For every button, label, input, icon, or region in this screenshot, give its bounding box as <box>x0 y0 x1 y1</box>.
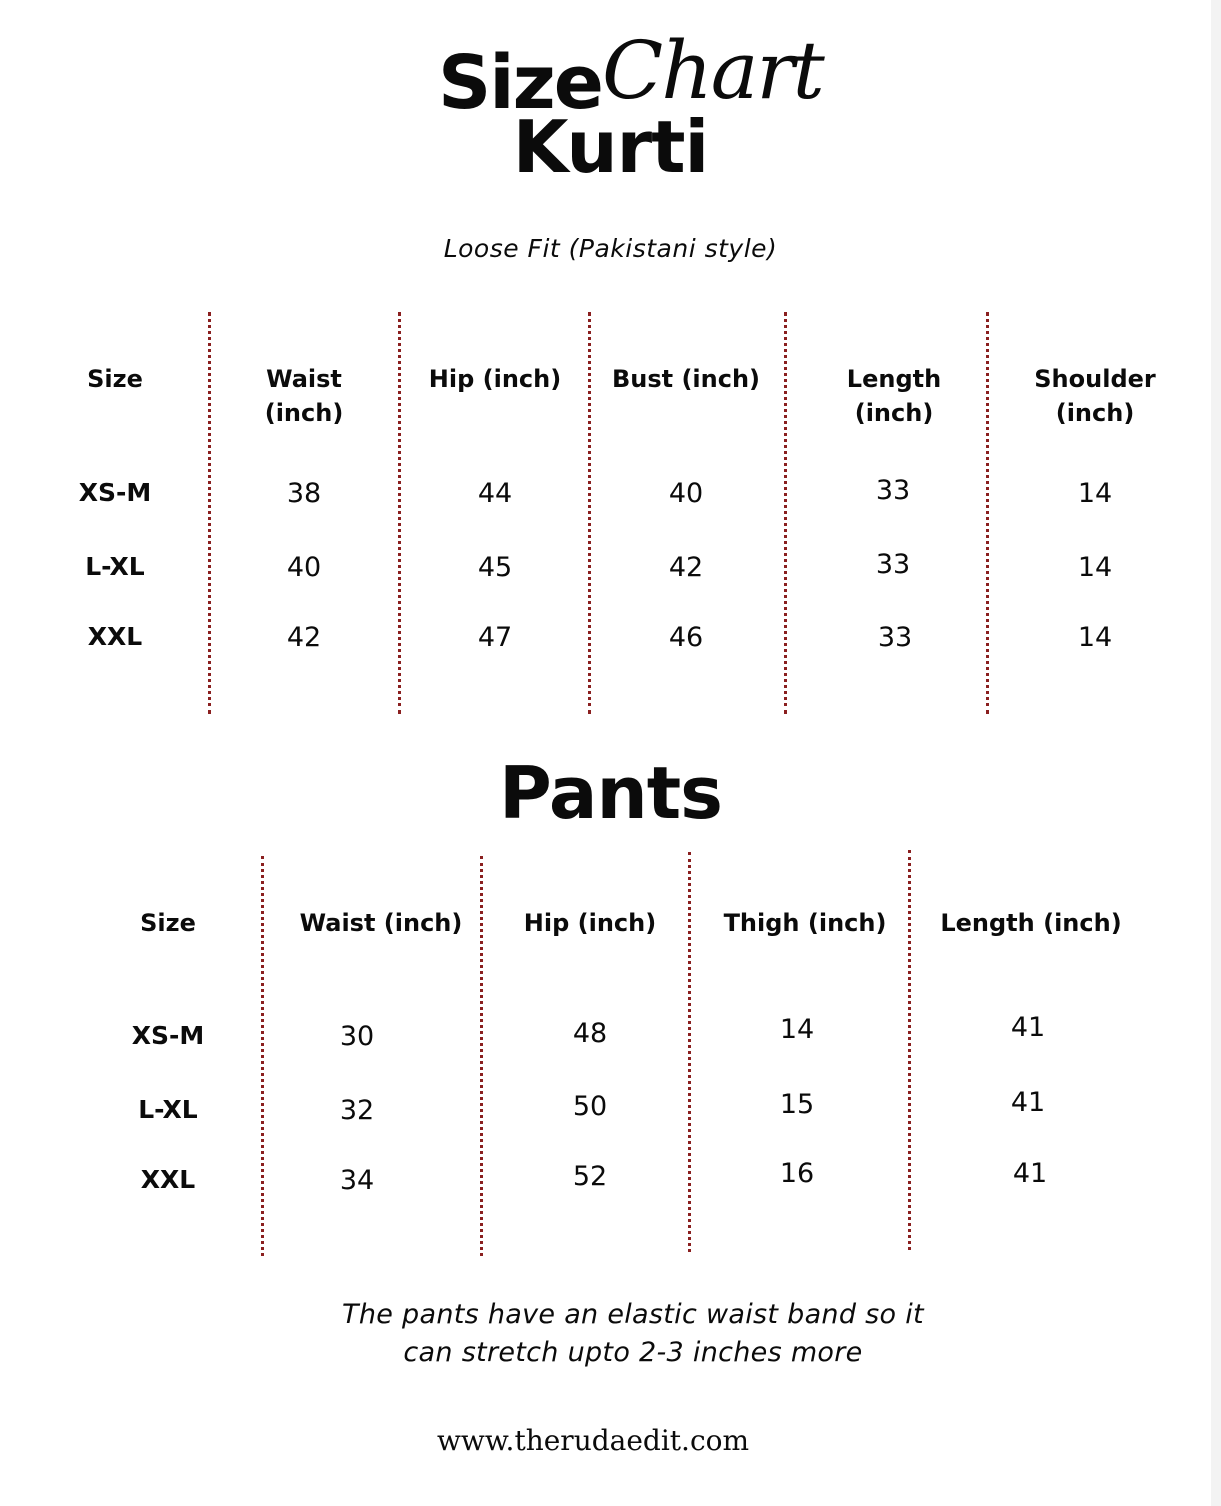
kurti-divider <box>588 312 591 714</box>
kurti-cell-shoulder: 14 <box>1077 478 1113 509</box>
kurti-cell-bust: 46 <box>668 622 704 653</box>
kurti-divider <box>208 312 211 714</box>
kurti-header-bust: Bust (inch) <box>611 365 761 393</box>
kurti-row-size: XS-M <box>78 478 152 507</box>
note-line-1: The pants have an elastic waist band so it <box>342 1299 924 1330</box>
kurti-cell-length: 33 <box>875 475 911 506</box>
pants-header-thigh: Thigh (inch) <box>723 909 887 937</box>
kurti-cell-bust: 42 <box>668 552 704 583</box>
pants-cell-thigh: 16 <box>779 1158 815 1189</box>
kurti-cell-length: 33 <box>877 622 913 653</box>
title-chart-word: Chart <box>602 24 823 117</box>
pants-divider <box>261 856 264 1256</box>
kurti-header-size: Size <box>87 365 143 393</box>
pants-row-size: XS-M <box>131 1021 205 1050</box>
title-size-word: Size <box>438 40 602 126</box>
kurti-header-hip: Hip (inch) <box>428 365 562 393</box>
pants-cell-waist: 34 <box>339 1165 375 1196</box>
kurti-cell-waist: 40 <box>286 552 322 583</box>
kurti-cell-hip: 45 <box>477 552 513 583</box>
kurti-cell-shoulder: 14 <box>1077 552 1113 583</box>
kurti-row-size: L-XL <box>85 552 145 581</box>
pants-row-size: XXL <box>140 1165 196 1194</box>
kurti-cell-waist: 38 <box>286 478 322 509</box>
kurti-cell-waist: 42 <box>286 622 322 653</box>
elastic-waist-note <box>0 1296 1221 1372</box>
pants-cell-waist: 32 <box>339 1095 375 1126</box>
kurti-divider <box>784 312 787 714</box>
pants-cell-waist: 30 <box>339 1021 375 1052</box>
pants-header-length: Length (inch) <box>940 909 1122 937</box>
pants-cell-hip: 52 <box>572 1161 608 1192</box>
kurti-cell-bust: 40 <box>668 478 704 509</box>
kurti-fit-subtitle: Loose Fit (Pakistani style) <box>443 234 778 263</box>
kurti-header-waist: Waist (inch) <box>264 365 344 427</box>
pants-cell-thigh: 14 <box>779 1014 815 1045</box>
pants-row-size: L-XL <box>138 1095 198 1124</box>
kurti-cell-length: 33 <box>875 549 911 580</box>
pants-header-hip: Hip (inch) <box>523 909 657 937</box>
kurti-cell-hip: 47 <box>477 622 513 653</box>
kurti-divider <box>986 312 989 714</box>
pants-cell-hip: 48 <box>572 1018 608 1049</box>
kurti-cell-shoulder: 14 <box>1077 622 1113 653</box>
kurti-row-size: XXL <box>87 622 143 651</box>
note-line-2: can stretch upto 2-3 inches more <box>403 1337 863 1368</box>
pants-cell-thigh: 15 <box>779 1089 815 1120</box>
kurti-section-title: Kurti <box>512 105 709 189</box>
kurti-cell-hip: 44 <box>477 478 513 509</box>
kurti-header-shoulder: Shoulder (inch) <box>1034 365 1156 427</box>
pants-divider <box>908 850 911 1250</box>
pants-header-size: Size <box>140 909 196 937</box>
pants-cell-length: 41 <box>1010 1012 1046 1043</box>
pants-cell-length: 41 <box>1012 1158 1048 1189</box>
pants-cell-length: 41 <box>1010 1087 1046 1118</box>
kurti-divider <box>398 312 401 714</box>
pants-divider <box>480 856 483 1256</box>
pants-section-title: Pants <box>499 751 722 835</box>
pants-divider <box>688 852 691 1252</box>
pants-cell-hip: 50 <box>572 1091 608 1122</box>
website-url: www.therudaedit.com <box>436 1424 750 1457</box>
kurti-header-length: Length (inch) <box>846 365 942 427</box>
pants-header-waist: Waist (inch) <box>299 909 463 937</box>
